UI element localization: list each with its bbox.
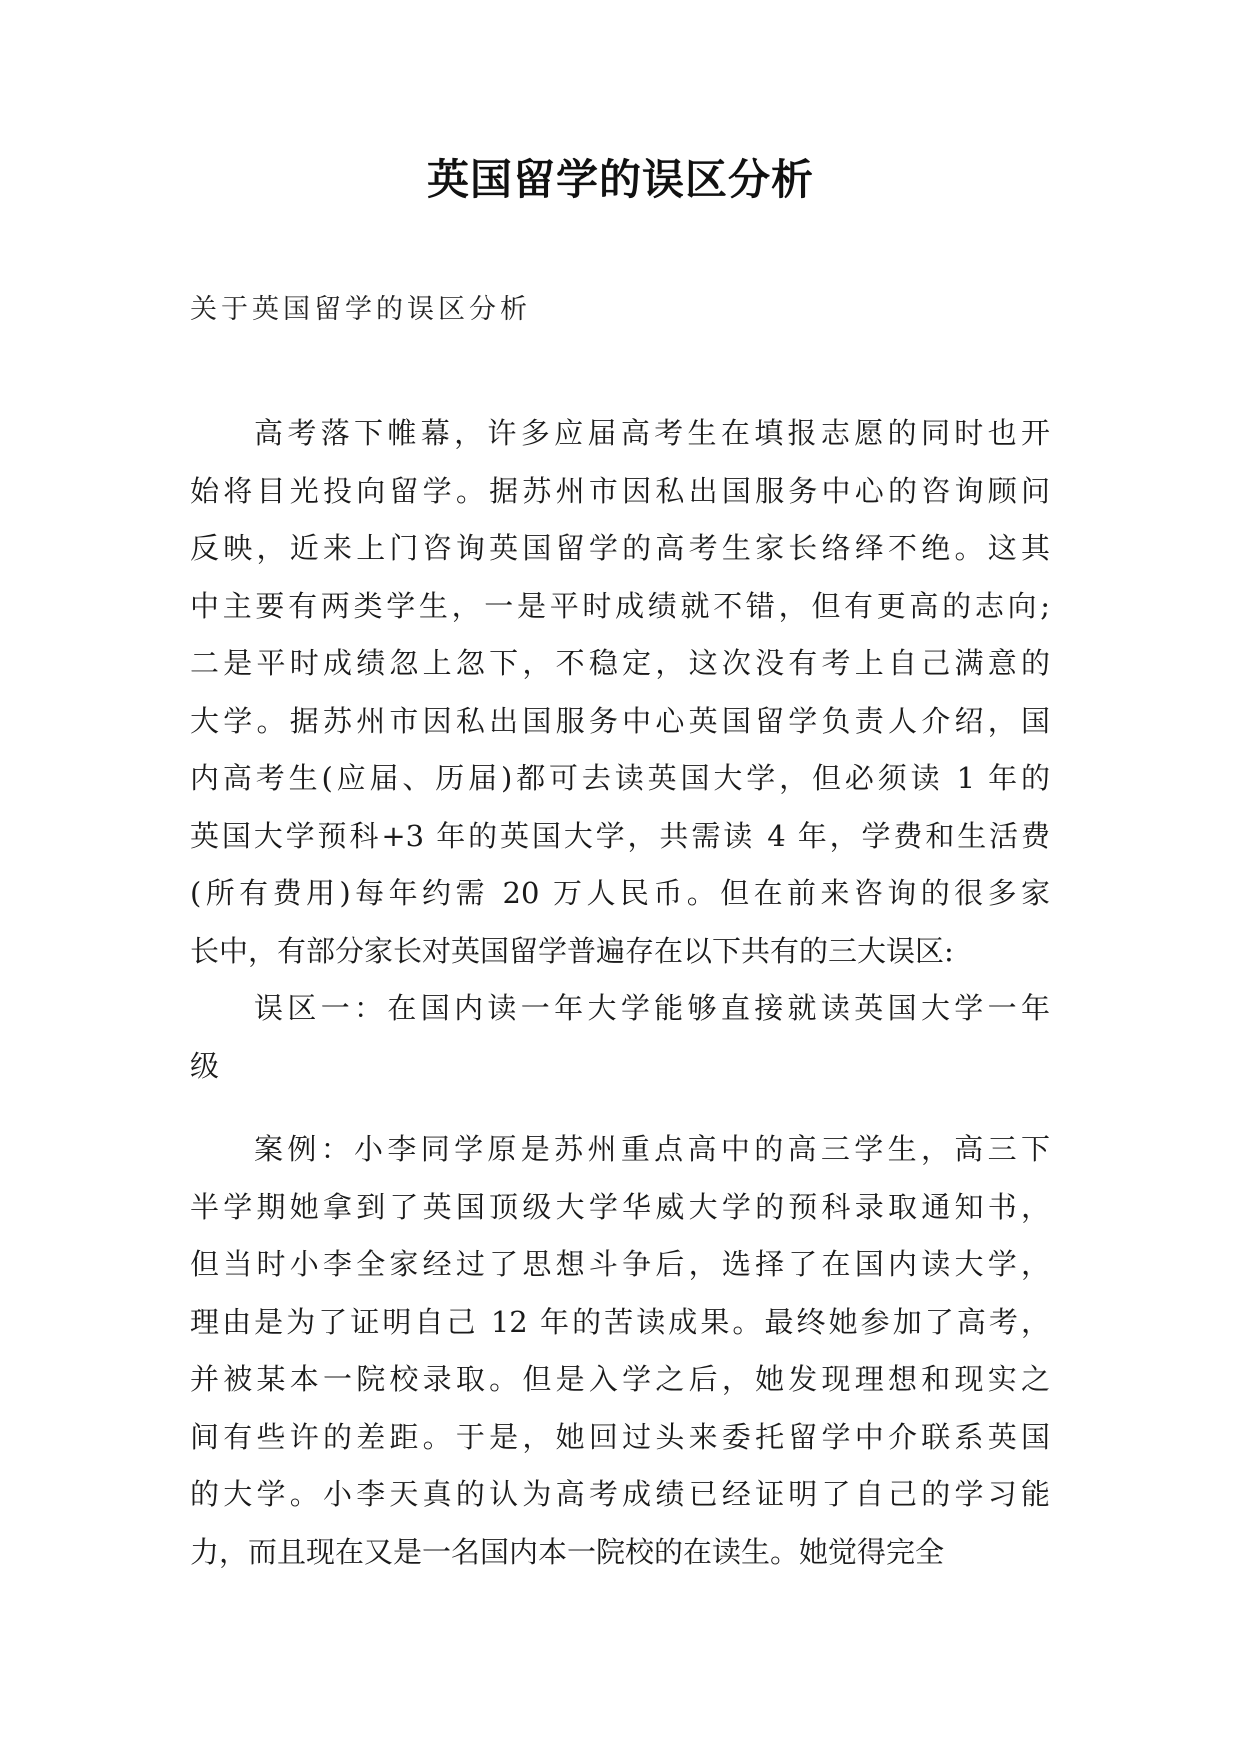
- paragraph-3-line-8: 力，而且现在又是一名国内本一院校的在读生。她觉得完全: [190, 1534, 945, 1569]
- paragraph-1-line-7: 内高考生(应届、历届)都可去读英国大学，但必须读 1 年的: [190, 761, 1050, 795]
- paragraph-3-line-5: 并被某本一院校录取。但是入学之后，她发现理想和现实之: [190, 1362, 1050, 1396]
- paragraph-1-line-2: 始将目光投向留学。据苏州市因私出国服务中心的咨询顾问: [190, 473, 1050, 508]
- paragraph-3-line-7: 的大学。小李天真的认为高考成绩已经证明了自己的学习能: [190, 1477, 1050, 1511]
- paragraph-1-line-10: 长中，有部分家长对英国留学普遍存在以下共有的三大误区:: [190, 933, 954, 968]
- document-body: [190, 405, 1050, 1581]
- paragraph-gap: [190, 1095, 1050, 1121]
- paragraph-3-line-4: 理由是为了证明自己 12 年的苦读成果。最终她参加了高考，: [190, 1304, 1050, 1339]
- document-title: 英国留学的误区分析: [426, 155, 814, 204]
- paragraph-3-line-3: 但当时小李全家经过了思想斗争后，选择了在国内读大学，: [190, 1247, 1050, 1281]
- paragraph-1-line-9: (所有费用)每年约需 20 万人民币。但在前来咨询的很多家: [190, 876, 1050, 910]
- paragraph-1-line-5: 二是平时成绩忽上忽下，不稳定，这次没有考上自己满意的: [190, 646, 1050, 680]
- paragraph-1-line-4: 中主要有两类学生，一是平时成绩就不错，但有更高的志向;: [190, 588, 1050, 623]
- document-subtitle: 关于英国留学的误区分析: [190, 294, 531, 325]
- paragraph-1-line-3: 反映，近来上门咨询英国留学的高考生家长络绎不绝。这其: [190, 531, 1050, 565]
- paragraph-1-line-6: 大学。据苏州市因私出国服务中心英国留学负责人介绍，国: [190, 703, 1050, 738]
- paragraph-3-line-2: 半学期她拿到了英国顶级大学华威大学的预科录取通知书，: [190, 1189, 1050, 1224]
- paragraph-1-line-1: 高考落下帷幕，许多应届高考生在填报志愿的同时也开: [254, 416, 1050, 450]
- paragraph-2-line-2: 级: [190, 1048, 220, 1083]
- paragraph-1-line-8: 英国大学预科+3 年的英国大学，共需读 4 年，学费和生活费: [190, 818, 1050, 853]
- paragraph-3-line-1: 案例：小李同学原是苏州重点高中的高三学生，高三下: [254, 1132, 1050, 1166]
- paragraph-2-line-1: 误区一：在国内读一年大学能够直接就读英国大学一年: [254, 991, 1050, 1025]
- paragraph-3-line-6: 间有些许的差距。于是，她回过头来委托留学中介联系英国: [190, 1419, 1050, 1454]
